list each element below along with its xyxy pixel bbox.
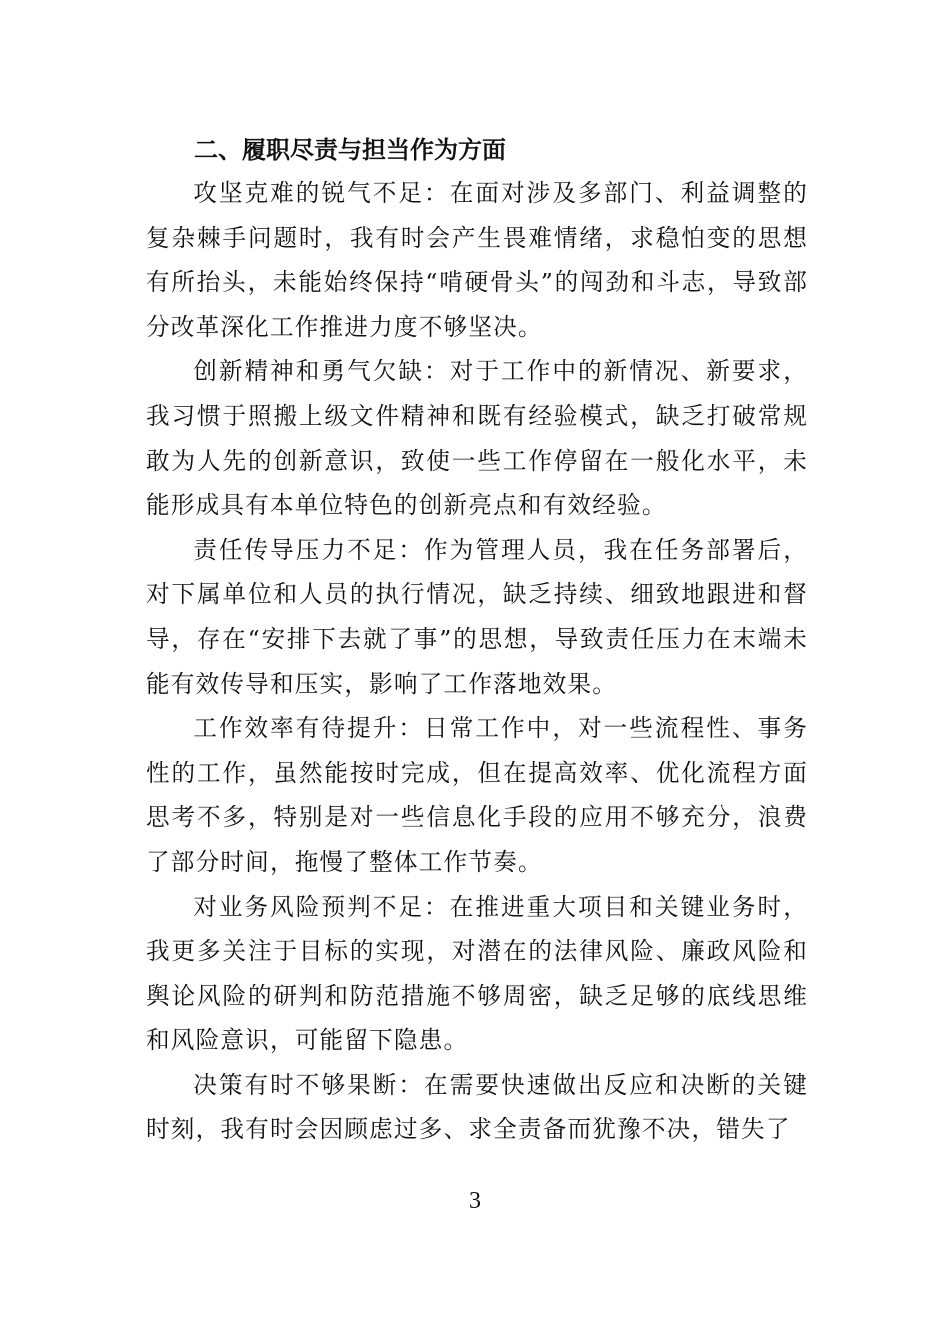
paragraph-1: 攻坚克难的锐气不足：在面对涉及多部门、利益调整的复杂棘手问题时，我有时会产生畏难情绪，求稳怕变的思想有所抬头，未能始终保持“啃硬骨头”的闯劲和斗志，导致部分改革深化工作推进力度不够坚决。 [146, 179, 808, 341]
page-number: 3 [469, 1188, 481, 1214]
paragraph-5: 对业务风险预判不足：在推进重大项目和关键业务时，我更多关注于目标的实现，对潜在的法律风险、廉政风险和舆论风险的研判和防范措施不够周密，缺乏足够的底线思维和风险意识，可能留下隐患。 [146, 892, 808, 1055]
body-text [146, 171, 808, 1152]
paragraph-3: 责任传导压力不足：作为管理人员，我在任务部署后，对下属单位和人员的执行情况，缺乏持续、细致地跟进和督导，存在“安排下去就了事”的思想，导致责任压力在末端未能有效传导和压实，影响了工作落地效果。 [146, 535, 808, 698]
paragraph-2: 创新精神和勇气欠缺：对于工作中的新情况、新要求，我习惯于照搬上级文件精神和既有经验模式，缺乏打破常规敢为人先的创新意识，致使一些工作停留在一般化水平，未能形成具有本单位特色的创新亮点和有效经验。 [146, 357, 808, 520]
paragraph-6: 决策有时不够果断：在需要快速做出反应和决断的关键时刻，我有时会因顾虑过多、求全责备而犹豫不决，错失了 [146, 1070, 808, 1144]
section-heading: 二、履职尽责与担当作为方面 [194, 136, 506, 164]
paragraph-4: 工作效率有待提升：日常工作中，对一些流程性、事务性的工作，虽然能按时完成，但在提高效率、优化流程方面思考不多，特别是对一些信息化手段的应用不够充分，浪费了部分时间，拖慢了整体工作节奏。 [146, 714, 808, 876]
